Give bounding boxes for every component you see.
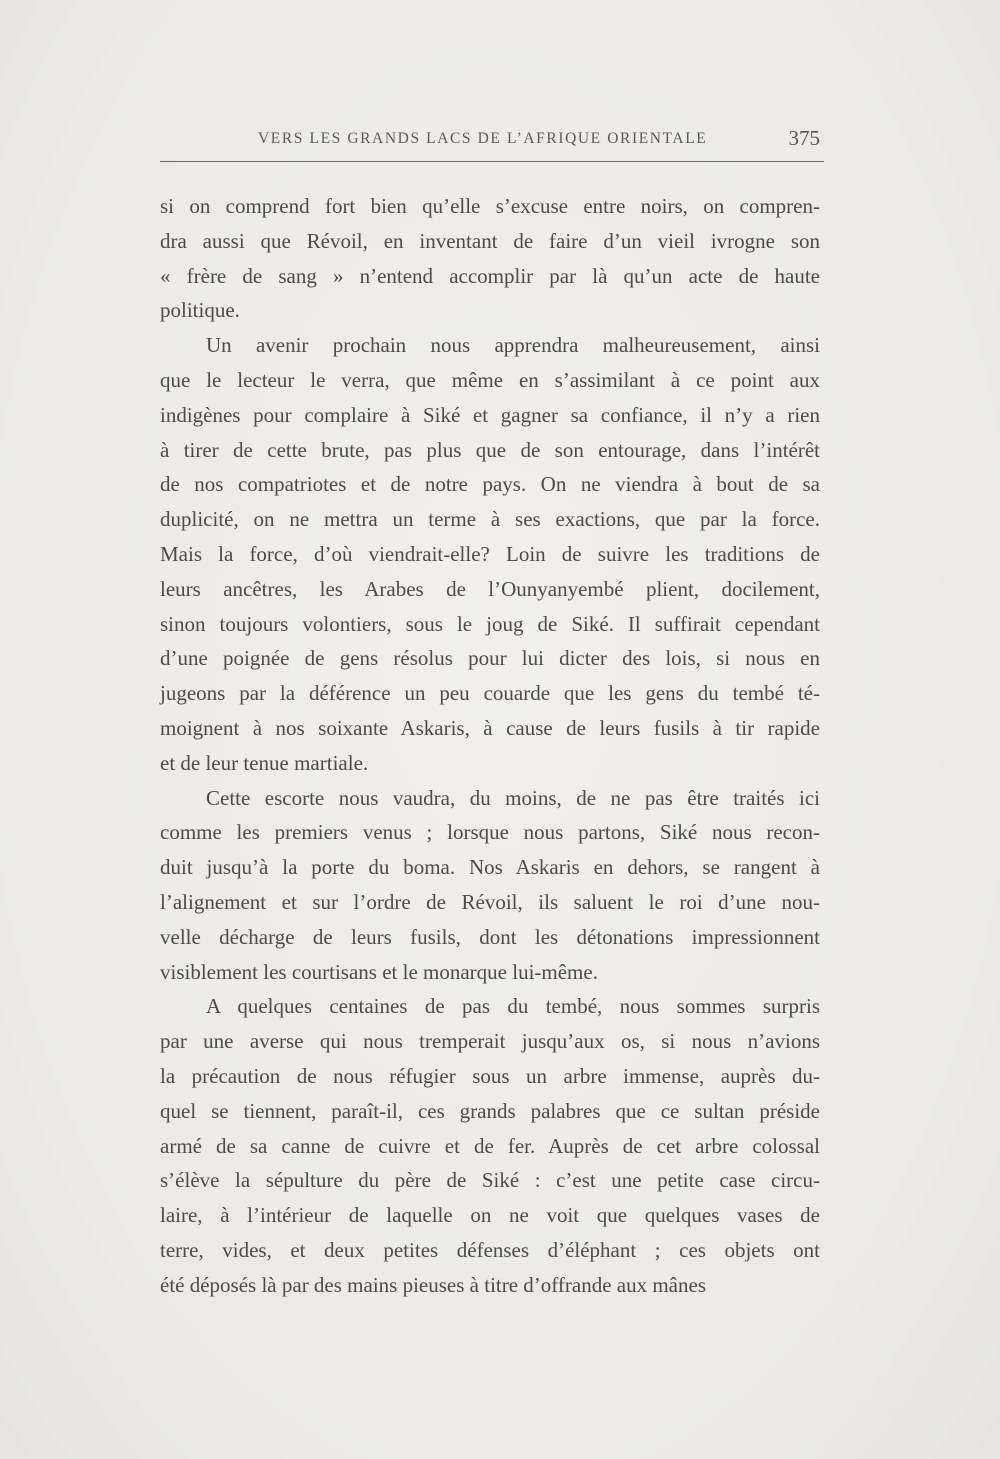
text-line: moignent à nos soixante Askaris, à cause de leurs fusils à tir rapide [160,715,820,740]
text-line: jugeons par la déférence un peu couarde que les gens du tembé té- [160,681,820,706]
paragraph [160,989,820,1302]
text-line: terre, vides, et deux petites défenses d’éléphant ; ces objets ont [160,1237,820,1262]
text-line: « frère de sang » n’entend accomplir par là qu’un acte de haute [160,263,820,288]
text-line: politique. [160,298,240,323]
text-line: dra aussi que Révoil, en inventant de faire d’un vieil ivrogne son [160,228,820,253]
text-line: leurs ancêtres, les Arabes de l’Ounyanyembé plient, docilement, [160,576,820,601]
paragraph [160,189,820,328]
text-line: laire, à l’intérieur de laquelle on ne voit que quelques vases de [160,1203,820,1228]
text-line: été déposés là par des mains pieuses à titre d’offrande aux mânes [160,1272,706,1297]
text-line: comme les premiers venus ; lorsque nous partons, Siké nous recon- [160,820,820,845]
text-line: duit jusqu’à la porte du boma. Nos Askaris en dehors, se rangent à [160,855,820,880]
text-line: de nos compatriotes et de notre pays. On ne viendra à bout de sa [160,472,820,497]
text-line: Cette escorte nous vaudra, du moins, de ne pas être traités ici [206,785,820,810]
text-line: que le lecteur le verra, que même en s’assimilant à ce point aux [160,367,820,392]
text-line: velle décharge de leurs fusils, dont les détonations impressionnent [160,924,820,949]
paragraph [160,781,820,990]
text-line: sinon toujours volontiers, sous le joug de Siké. Il suffirait cependant [160,611,820,636]
text-line: duplicité, on ne mettra un terme à ses exactions, que par la force. [160,507,820,532]
text-line: l’alignement et sur l’ordre de Révoil, ils saluent le roi d’une nou- [160,889,820,914]
text-line: la précaution de nous réfugier sous un arbre immense, auprès du- [160,1063,820,1088]
text-line: par une averse qui nous tremperait jusqu’aux os, si nous n’avions [160,1029,820,1054]
running-head: VERS LES GRANDS LACS DE L’AFRIQUE ORIENTALE [258,130,708,147]
text-line: A quelques centaines de pas du tembé, nous sommes surpris [206,994,820,1019]
text-line: Un avenir prochain nous apprendra malheureusement, ainsi [206,333,820,358]
page-header [160,124,824,160]
text-line: s’élève la sépulture du père de Siké : c’est une petite case circu- [160,1168,820,1193]
text-line: visiblement les courtisans et le monarque lui-même. [160,959,598,984]
page-number: 375 [788,126,820,150]
text-line: si on comprend fort bien qu’elle s’excuse entre noirs, on compren- [160,194,820,218]
text-line: et de leur tenue martiale. [160,750,369,775]
text-line: armé de sa canne de cuivre et de fer. Auprès de cet arbre colossal [160,1133,820,1158]
text-line: d’une poignée de gens résolus pour lui dicter des lois, si nous en [160,646,820,671]
text-line: Mais la force, d’où viendrait-elle? Loin de suivre les traditions de [160,541,820,566]
body-text [160,189,820,1303]
text-line: à tirer de cette brute, pas plus que de son entourage, dans l’intérêt [160,437,820,462]
text-line: quel se tiennent, paraît-il, ces grands palabres que ce sultan préside [160,1098,820,1123]
text-line: indigènes pour complaire à Siké et gagner sa confiance, il n’y a rien [160,402,820,427]
header-rule [160,161,824,162]
paragraph [160,328,820,780]
